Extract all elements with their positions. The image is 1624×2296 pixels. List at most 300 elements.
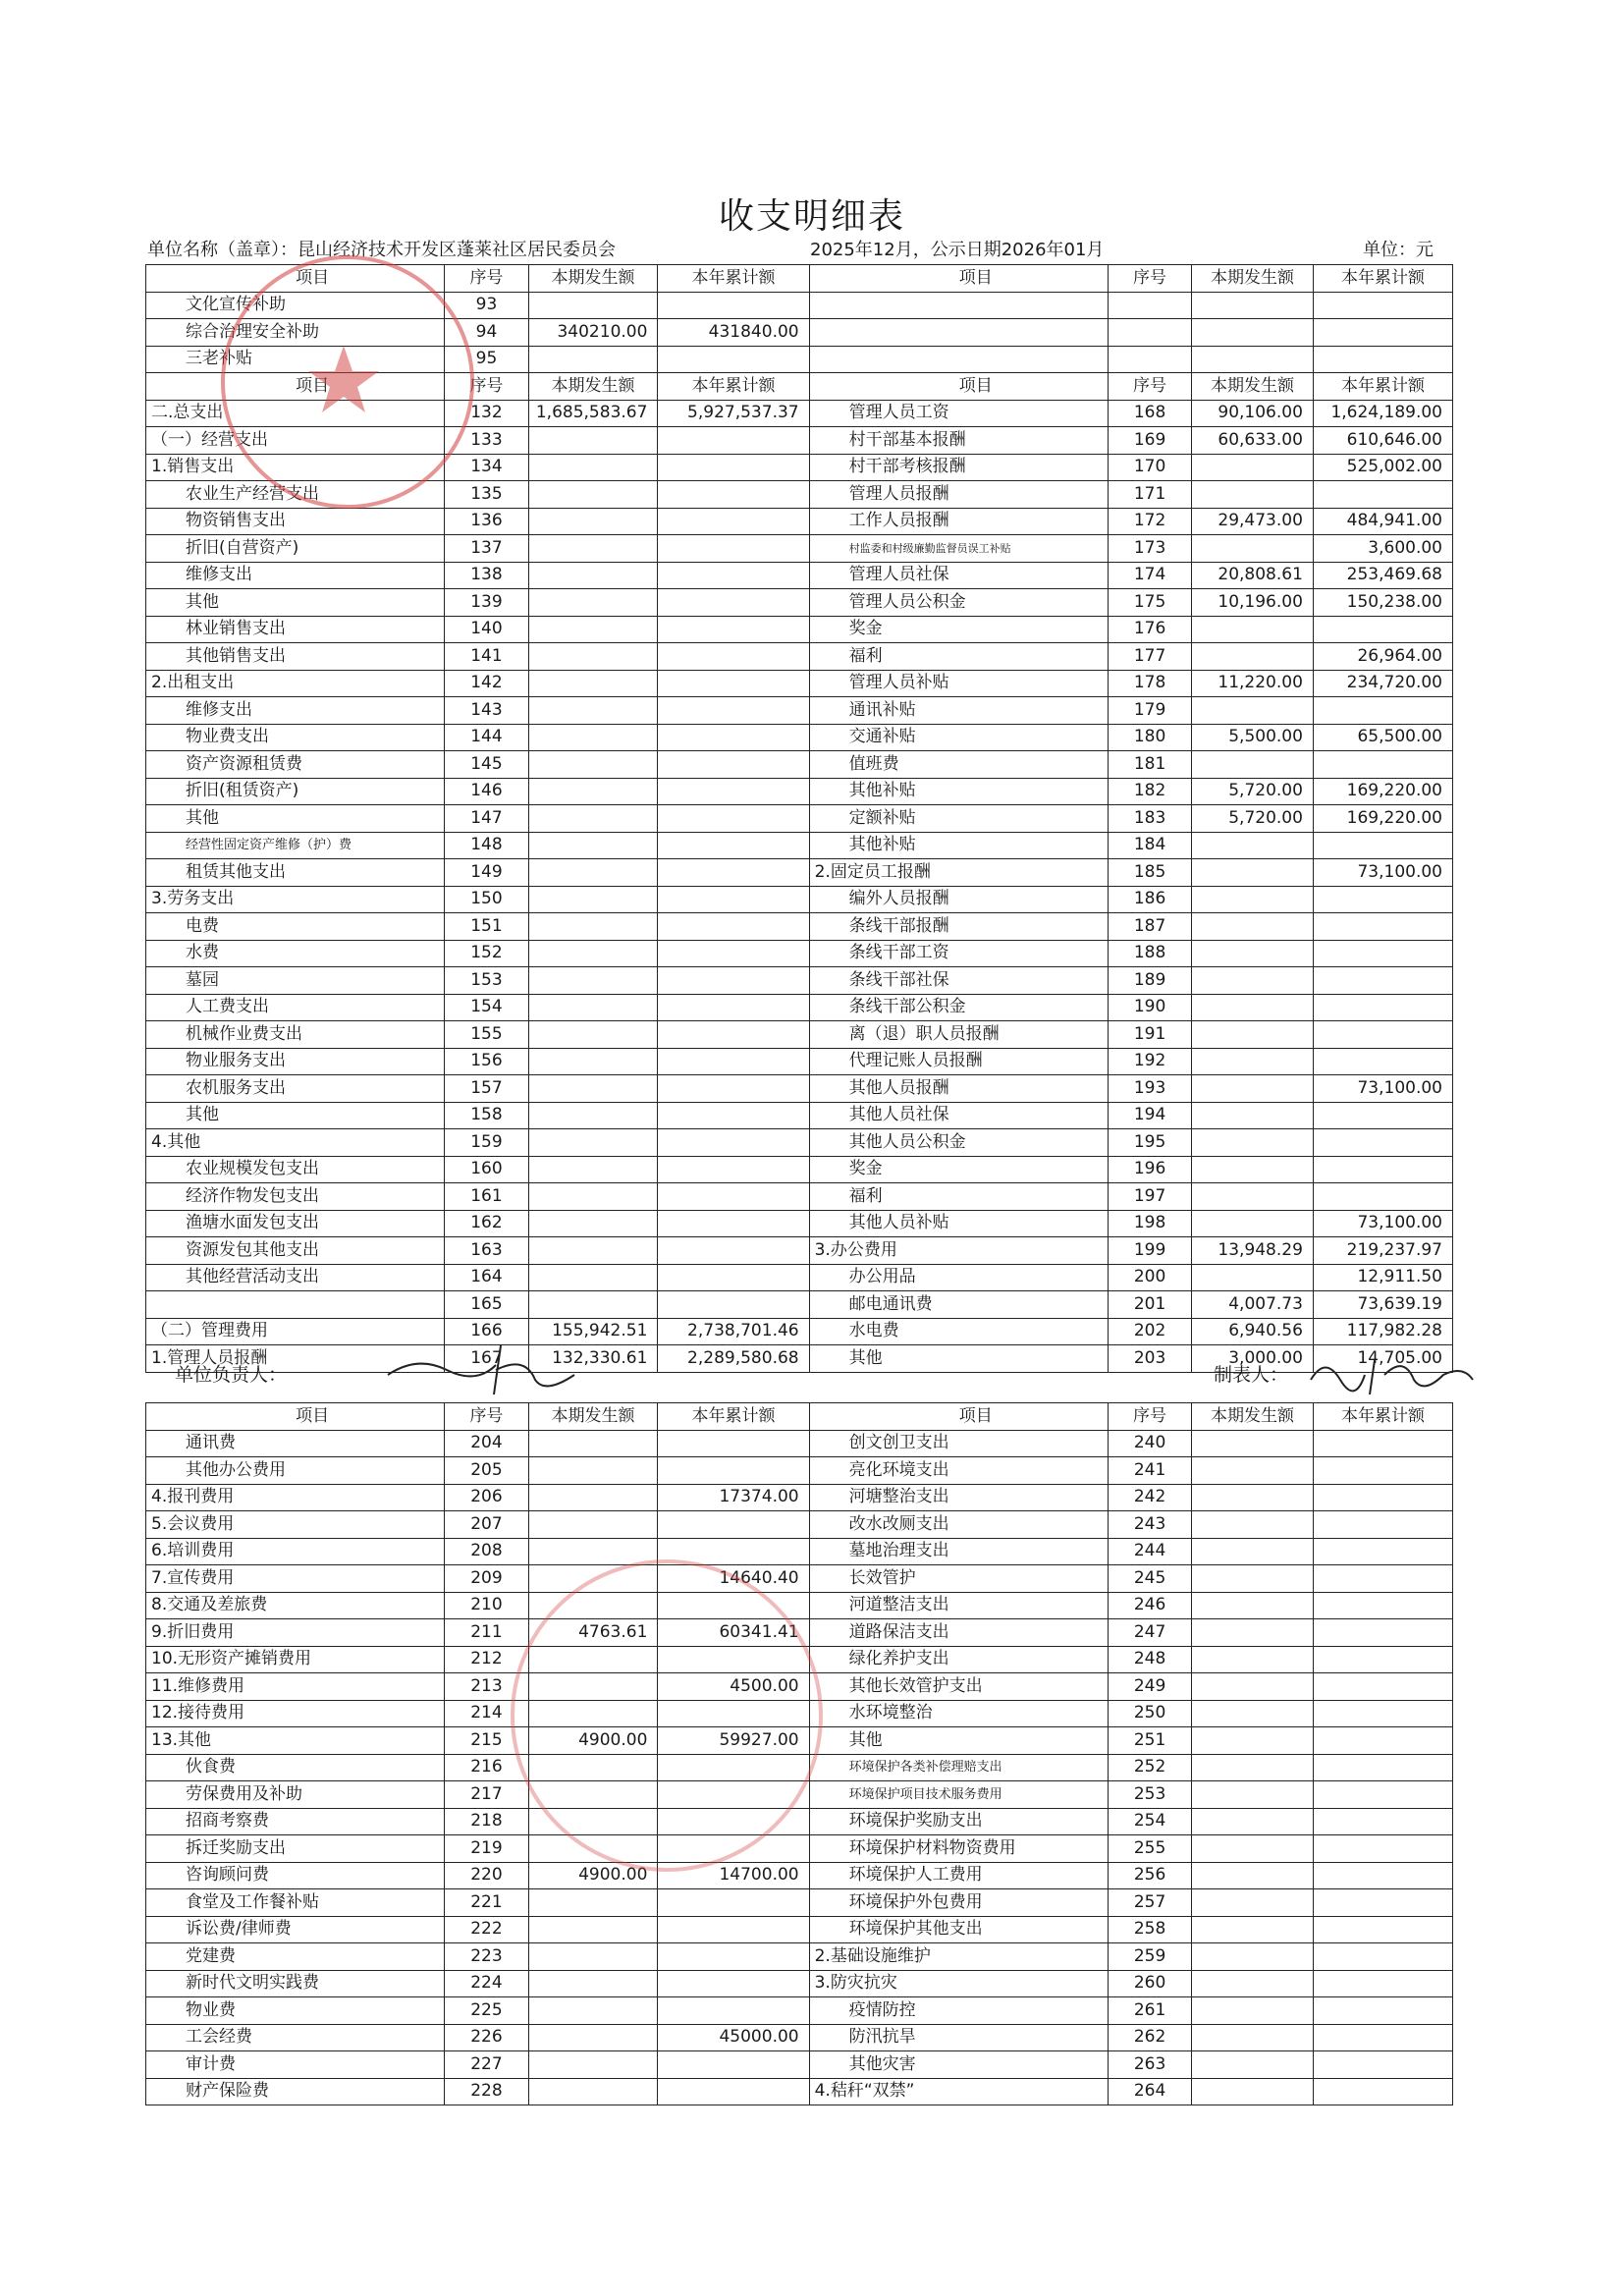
right-seq-cell: 257 <box>1108 1889 1191 1917</box>
table-row <box>146 1430 1453 1457</box>
left-current-cell: 本期发生额 <box>528 1403 658 1431</box>
left-ytd-cell <box>658 1237 809 1265</box>
table-row <box>146 967 1453 995</box>
left-current-cell <box>528 1484 658 1511</box>
right-seq-cell: 258 <box>1108 1916 1191 1943</box>
right-seq-cell: 195 <box>1108 1129 1191 1157</box>
left-current-cell <box>528 994 658 1021</box>
right-ytd-cell: 14,705.00 <box>1313 1345 1452 1373</box>
left-current-cell <box>528 913 658 941</box>
right-ytd-cell <box>1313 616 1452 643</box>
left-seq-cell: 205 <box>445 1457 528 1485</box>
right-item-cell: 邮电通讯费 <box>809 1291 1108 1319</box>
right-current-cell <box>1192 616 1314 643</box>
table-row <box>146 1511 1453 1539</box>
right-ytd-cell <box>1313 1889 1452 1917</box>
left-seq-cell: 158 <box>445 1102 528 1129</box>
right-item-cell: 福利 <box>809 643 1108 671</box>
left-item-cell: 农业规模发包支出 <box>146 1156 445 1183</box>
left-item-cell: 9.折旧费用 <box>146 1619 445 1647</box>
left-item-cell: 农机服务支出 <box>146 1075 445 1103</box>
left-item-cell: 诉讼费/律师费 <box>146 1916 445 1943</box>
left-item-cell: 食堂及工作餐补贴 <box>146 1889 445 1917</box>
left-seq-cell: 218 <box>445 1808 528 1835</box>
right-seq-cell: 253 <box>1108 1781 1191 1809</box>
right-current-cell: 20,808.61 <box>1192 562 1314 589</box>
left-ytd-cell <box>658 1264 809 1291</box>
right-seq-cell <box>1108 346 1191 373</box>
left-seq-cell: 151 <box>445 913 528 941</box>
right-seq-cell: 194 <box>1108 1102 1191 1129</box>
right-item-cell: 管理人员报酬 <box>809 481 1108 509</box>
left-current-cell <box>528 1291 658 1319</box>
right-seq-cell: 191 <box>1108 1021 1191 1049</box>
right-item-cell: 条线干部工资 <box>809 940 1108 967</box>
left-seq-cell: 142 <box>445 670 528 697</box>
left-seq-cell: 132 <box>445 400 528 427</box>
right-item-cell: 办公用品 <box>809 1264 1108 1291</box>
right-current-cell <box>1192 2024 1314 2051</box>
left-ytd-cell <box>658 2051 809 2079</box>
left-ytd-cell: 4500.00 <box>658 1673 809 1701</box>
left-seq-cell: 214 <box>445 1700 528 1727</box>
table-row <box>146 562 1453 589</box>
left-current-cell <box>528 454 658 481</box>
table-row <box>146 1102 1453 1129</box>
left-seq-cell: 164 <box>445 1264 528 1291</box>
table-row <box>146 1538 1453 1565</box>
right-ytd-cell <box>1313 967 1452 995</box>
right-item-cell: 环境保护外包费用 <box>809 1889 1108 1917</box>
right-item-cell: 疫情防控 <box>809 1997 1108 2025</box>
right-current-cell <box>1192 967 1314 995</box>
left-seq-cell: 228 <box>445 2078 528 2105</box>
right-item-cell: 环境保护材料物资费用 <box>809 1835 1108 1863</box>
left-current-cell: 4763.61 <box>528 1619 658 1647</box>
table-row <box>146 1210 1453 1237</box>
right-ytd-cell: 73,100.00 <box>1313 1075 1452 1103</box>
right-ytd-cell: 169,220.00 <box>1313 778 1452 805</box>
right-current-cell <box>1192 1565 1314 1593</box>
right-ytd-cell <box>1313 1970 1452 1997</box>
table-row <box>146 1862 1453 1889</box>
left-seq-cell: 153 <box>445 967 528 995</box>
left-seq-cell: 序号 <box>445 1403 528 1431</box>
right-item-cell: 奖金 <box>809 616 1108 643</box>
left-seq-cell: 143 <box>445 697 528 725</box>
left-current-cell <box>528 859 658 887</box>
left-current-cell <box>528 805 658 833</box>
right-current-cell: 10,196.00 <box>1192 589 1314 617</box>
right-current-cell <box>1192 697 1314 725</box>
left-item-cell: 咨询顾问费 <box>146 1862 445 1889</box>
left-ytd-cell <box>658 1048 809 1075</box>
right-seq-cell: 199 <box>1108 1237 1191 1265</box>
left-ytd-cell <box>658 1210 809 1237</box>
left-ytd-cell <box>658 346 809 373</box>
right-item-cell: 通讯补贴 <box>809 697 1108 725</box>
left-current-cell <box>528 1889 658 1917</box>
left-seq-cell: 165 <box>445 1291 528 1319</box>
left-item-cell: 其他经营活动支出 <box>146 1264 445 1291</box>
left-item-cell: 维修支出 <box>146 697 445 725</box>
right-item-cell: 环境保护奖励支出 <box>809 1808 1108 1835</box>
left-item-cell: 项目 <box>146 373 445 401</box>
left-ytd-cell <box>658 886 809 913</box>
right-ytd-cell <box>1313 1048 1452 1075</box>
table-row <box>146 670 1453 697</box>
right-item-cell: 4.秸秆“双禁” <box>809 2078 1108 2105</box>
right-current-cell: 本期发生额 <box>1192 1403 1314 1431</box>
left-ytd-cell <box>658 832 809 859</box>
right-item-cell: 改水改厕支出 <box>809 1511 1108 1539</box>
table-row <box>146 1129 1453 1157</box>
right-item-cell: 村监委和村级廉勤监督员误工补贴 <box>809 535 1108 563</box>
right-ytd-cell <box>1313 1538 1452 1565</box>
left-seq-cell: 207 <box>445 1511 528 1539</box>
right-current-cell <box>1192 1430 1314 1457</box>
left-current-cell <box>528 481 658 509</box>
left-item-cell: 二.总支出 <box>146 400 445 427</box>
table-row <box>146 1484 1453 1511</box>
right-item-cell: 河塘整治支出 <box>809 1484 1108 1511</box>
left-seq-cell: 148 <box>445 832 528 859</box>
left-item-cell: 物资销售支出 <box>146 508 445 535</box>
right-current-cell <box>1192 1862 1314 1889</box>
right-seq-cell: 186 <box>1108 886 1191 913</box>
right-item-cell: 定额补贴 <box>809 805 1108 833</box>
left-item-cell: 综合治理安全补助 <box>146 319 445 347</box>
left-ytd-cell <box>658 913 809 941</box>
right-seq-cell: 181 <box>1108 751 1191 779</box>
left-item-cell: 农业生产经营支出 <box>146 481 445 509</box>
left-item-cell: 12.接待费用 <box>146 1700 445 1727</box>
right-ytd-cell <box>1313 2051 1452 2079</box>
right-ytd-cell <box>1313 1484 1452 1511</box>
right-current-cell <box>1192 1129 1314 1157</box>
left-ytd-cell: 本年累计额 <box>658 1403 809 1431</box>
left-ytd-cell <box>658 1889 809 1917</box>
right-current-cell <box>1192 454 1314 481</box>
left-item-cell <box>146 1291 445 1319</box>
right-item-cell: 长效管护 <box>809 1565 1108 1593</box>
right-current-cell <box>1192 1484 1314 1511</box>
right-ytd-cell: 本年累计额 <box>1313 373 1452 401</box>
left-current-cell: 340210.00 <box>528 319 658 347</box>
right-item-cell: 创文创卫支出 <box>809 1430 1108 1457</box>
right-ytd-cell <box>1313 1916 1452 1943</box>
right-item-cell: 其他长效管护支出 <box>809 1673 1108 1701</box>
right-ytd-cell: 73,639.19 <box>1313 1291 1452 1319</box>
left-ytd-cell: 本年累计额 <box>658 265 809 293</box>
right-ytd-cell <box>1313 832 1452 859</box>
right-seq-cell: 240 <box>1108 1430 1191 1457</box>
left-item-cell: 项目 <box>146 265 445 293</box>
left-current-cell <box>528 751 658 779</box>
left-current-cell <box>528 1538 658 1565</box>
left-item-cell: 工会经费 <box>146 2024 445 2051</box>
left-current-cell <box>528 292 658 319</box>
left-ytd-cell <box>658 724 809 751</box>
left-ytd-cell <box>658 643 809 671</box>
right-current-cell <box>1192 1048 1314 1075</box>
left-current-cell <box>528 562 658 589</box>
left-current-cell <box>528 1021 658 1049</box>
right-seq-cell: 241 <box>1108 1457 1191 1485</box>
right-current-cell: 60,633.00 <box>1192 427 1314 455</box>
left-ytd-cell <box>658 427 809 455</box>
left-seq-cell: 149 <box>445 859 528 887</box>
left-seq-cell: 139 <box>445 589 528 617</box>
right-seq-cell: 197 <box>1108 1183 1191 1211</box>
right-seq-cell <box>1108 319 1191 347</box>
right-seq-cell: 184 <box>1108 832 1191 859</box>
left-current-cell <box>528 1943 658 1971</box>
right-current-cell: 5,720.00 <box>1192 778 1314 805</box>
table-row <box>146 1592 1453 1619</box>
right-seq-cell: 183 <box>1108 805 1191 833</box>
table-row <box>146 1291 1453 1319</box>
right-current-cell <box>1192 1700 1314 1727</box>
right-ytd-cell <box>1313 1862 1452 1889</box>
right-ytd-cell <box>1313 1997 1452 2025</box>
left-ytd-cell <box>658 1102 809 1129</box>
left-ytd-cell <box>658 1970 809 1997</box>
right-item-cell <box>809 346 1108 373</box>
left-seq-cell: 217 <box>445 1781 528 1809</box>
right-item-cell: 村干部考核报酬 <box>809 454 1108 481</box>
right-seq-cell: 190 <box>1108 994 1191 1021</box>
right-ytd-cell <box>1313 913 1452 941</box>
left-ytd-cell <box>658 1183 809 1211</box>
right-ytd-cell: 65,500.00 <box>1313 724 1452 751</box>
right-item-cell: 墓地治理支出 <box>809 1538 1108 1565</box>
table-row <box>146 805 1453 833</box>
right-current-cell <box>1192 1943 1314 1971</box>
left-current-cell: 4900.00 <box>528 1727 658 1755</box>
table-row <box>146 886 1453 913</box>
table-row <box>146 2051 1453 2079</box>
right-ytd-cell <box>1313 1619 1452 1647</box>
table-row <box>146 1808 1453 1835</box>
left-current-cell <box>528 940 658 967</box>
left-current-cell <box>528 346 658 373</box>
left-seq-cell: 94 <box>445 319 528 347</box>
right-ytd-cell <box>1313 1102 1452 1129</box>
left-current-cell <box>528 427 658 455</box>
right-seq-cell: 193 <box>1108 1075 1191 1103</box>
left-item-cell: 机械作业费支出 <box>146 1021 445 1049</box>
left-ytd-cell <box>658 1997 809 2025</box>
right-seq-cell: 168 <box>1108 400 1191 427</box>
right-seq-cell: 252 <box>1108 1754 1191 1781</box>
right-current-cell: 5,720.00 <box>1192 805 1314 833</box>
left-ytd-cell <box>658 805 809 833</box>
right-current-cell <box>1192 1970 1314 1997</box>
right-current-cell <box>1192 1511 1314 1539</box>
right-item-cell <box>809 292 1108 319</box>
left-seq-cell: 序号 <box>445 265 528 293</box>
right-seq-cell: 246 <box>1108 1592 1191 1619</box>
left-current-cell <box>528 1511 658 1539</box>
table-row <box>146 778 1453 805</box>
right-current-cell <box>1192 1727 1314 1755</box>
right-ytd-cell <box>1313 292 1452 319</box>
right-current-cell <box>1192 481 1314 509</box>
right-item-cell: 道路保洁支出 <box>809 1619 1108 1647</box>
left-ytd-cell <box>658 1291 809 1319</box>
left-seq-cell: 220 <box>445 1862 528 1889</box>
left-seq-cell: 213 <box>445 1673 528 1701</box>
right-seq-cell: 242 <box>1108 1484 1191 1511</box>
right-seq-cell: 243 <box>1108 1511 1191 1539</box>
left-seq-cell: 133 <box>445 427 528 455</box>
right-seq-cell: 180 <box>1108 724 1191 751</box>
right-current-cell: 本期发生额 <box>1192 265 1314 293</box>
table-header-row <box>146 1403 1453 1431</box>
left-item-cell: 13.其他 <box>146 1727 445 1755</box>
right-ytd-cell <box>1313 1511 1452 1539</box>
left-current-cell <box>528 2078 658 2105</box>
left-item-cell: 折旧(自营资产) <box>146 535 445 563</box>
official-seal-stamp <box>221 255 474 509</box>
left-seq-cell: 216 <box>445 1754 528 1781</box>
left-seq-cell: 226 <box>445 2024 528 2051</box>
table-row <box>146 508 1453 535</box>
right-current-cell <box>1192 1183 1314 1211</box>
right-seq-cell: 200 <box>1108 1264 1191 1291</box>
table-row <box>146 1997 1453 2025</box>
left-item-cell: 三老补贴 <box>146 346 445 373</box>
right-ytd-cell: 484,941.00 <box>1313 508 1452 535</box>
left-current-cell: 4900.00 <box>528 1862 658 1889</box>
right-item-cell: 项目 <box>809 373 1108 401</box>
left-current-cell <box>528 2024 658 2051</box>
right-ytd-cell <box>1313 1781 1452 1809</box>
right-ytd-cell <box>1313 1183 1452 1211</box>
right-current-cell <box>1192 292 1314 319</box>
right-item-cell: 条线干部公积金 <box>809 994 1108 1021</box>
right-item-cell: 绿化养护支出 <box>809 1646 1108 1673</box>
left-current-cell <box>528 967 658 995</box>
right-current-cell <box>1192 1916 1314 1943</box>
right-item-cell: 防汛抗旱 <box>809 2024 1108 2051</box>
right-ytd-cell: 73,100.00 <box>1313 859 1452 887</box>
left-current-cell <box>528 1129 658 1157</box>
right-seq-cell: 182 <box>1108 778 1191 805</box>
right-current-cell: 本期发生额 <box>1192 373 1314 401</box>
left-item-cell: （一）经营支出 <box>146 427 445 455</box>
table-row <box>146 1048 1453 1075</box>
period-label: 2025年12月，公示日期2026年01月 <box>810 240 1105 260</box>
right-item-cell: 编外人员报酬 <box>809 886 1108 913</box>
left-current-cell <box>528 1237 658 1265</box>
left-item-cell: 3.劳务支出 <box>146 886 445 913</box>
left-current-cell <box>528 2051 658 2079</box>
left-current-cell: 155,942.51 <box>528 1318 658 1345</box>
right-ytd-cell <box>1313 481 1452 509</box>
left-ytd-cell <box>658 481 809 509</box>
left-seq-cell: 160 <box>445 1156 528 1183</box>
table-row <box>146 1237 1453 1265</box>
right-ytd-cell <box>1313 1700 1452 1727</box>
left-current-cell <box>528 697 658 725</box>
left-ytd-cell <box>658 778 809 805</box>
left-ytd-cell: 2,738,701.46 <box>658 1318 809 1345</box>
left-item-cell: 10.无形资产摊销费用 <box>146 1646 445 1673</box>
right-seq-cell: 173 <box>1108 535 1191 563</box>
left-item-cell: 其他 <box>146 1102 445 1129</box>
table-row <box>146 1943 1453 1971</box>
right-item-cell: 河道整洁支出 <box>809 1592 1108 1619</box>
right-ytd-cell: 本年累计额 <box>1313 265 1452 293</box>
left-item-cell: 新时代文明实践费 <box>146 1970 445 1997</box>
table-row <box>146 1835 1453 1863</box>
right-current-cell: 6,940.56 <box>1192 1318 1314 1345</box>
table-row <box>146 1889 1453 1917</box>
left-current-cell <box>528 1430 658 1457</box>
right-item-cell: 离（退）职人员报酬 <box>809 1021 1108 1049</box>
right-seq-cell: 198 <box>1108 1210 1191 1237</box>
right-current-cell <box>1192 940 1314 967</box>
right-seq-cell: 171 <box>1108 481 1191 509</box>
right-item-cell <box>809 319 1108 347</box>
left-item-cell: 其他办公费用 <box>146 1457 445 1485</box>
left-ytd-cell: 45000.00 <box>658 2024 809 2051</box>
right-item-cell: 其他人员社保 <box>809 1102 1108 1129</box>
left-current-cell: 132,330.61 <box>528 1345 658 1373</box>
right-seq-cell: 176 <box>1108 616 1191 643</box>
left-ytd-cell <box>658 1943 809 1971</box>
right-seq-cell: 174 <box>1108 562 1191 589</box>
table-row <box>146 1916 1453 1943</box>
left-current-cell <box>528 1156 658 1183</box>
left-seq-cell: 162 <box>445 1210 528 1237</box>
right-ytd-cell <box>1313 1754 1452 1781</box>
right-ytd-cell <box>1313 994 1452 1021</box>
right-seq-cell: 179 <box>1108 697 1191 725</box>
right-seq-cell: 177 <box>1108 643 1191 671</box>
left-current-cell: 本期发生额 <box>528 265 658 293</box>
right-seq-cell: 202 <box>1108 1318 1191 1345</box>
right-current-cell <box>1192 886 1314 913</box>
right-seq-cell: 254 <box>1108 1808 1191 1835</box>
right-ytd-cell: 253,469.68 <box>1313 562 1452 589</box>
right-item-cell: 管理人员补贴 <box>809 670 1108 697</box>
left-current-cell <box>528 508 658 535</box>
left-current-cell <box>528 886 658 913</box>
left-ytd-cell <box>658 1021 809 1049</box>
left-ytd-cell <box>658 859 809 887</box>
left-item-cell: 伙食费 <box>146 1754 445 1781</box>
table-row <box>146 1183 1453 1211</box>
right-current-cell <box>1192 832 1314 859</box>
left-seq-cell: 163 <box>445 1237 528 1265</box>
preparer-label: 制表人： <box>1214 1364 1289 1386</box>
left-current-cell <box>528 643 658 671</box>
right-current-cell <box>1192 1075 1314 1103</box>
right-ytd-cell <box>1313 886 1452 913</box>
right-item-cell: 亮化环境支出 <box>809 1457 1108 1485</box>
left-item-cell: 资产资源租赁费 <box>146 751 445 779</box>
right-current-cell <box>1192 1997 1314 2025</box>
right-item-cell: 其他补贴 <box>809 832 1108 859</box>
right-ytd-cell: 12,911.50 <box>1313 1264 1452 1291</box>
right-current-cell <box>1192 1021 1314 1049</box>
right-ytd-cell <box>1313 1808 1452 1835</box>
left-seq-cell: 序号 <box>445 373 528 401</box>
right-current-cell <box>1192 346 1314 373</box>
